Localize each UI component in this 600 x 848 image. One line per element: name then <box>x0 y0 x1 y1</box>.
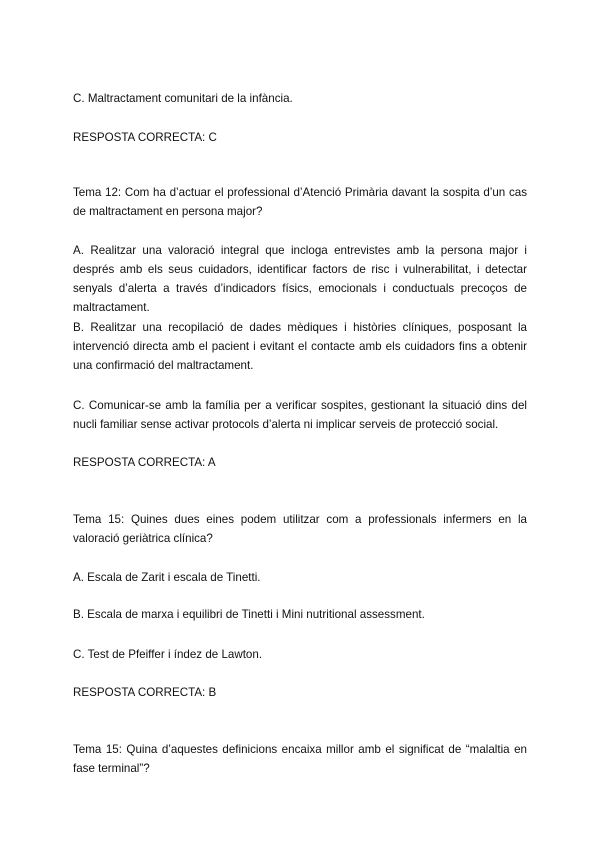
option-c-pfeiffer-lawton: C. Test de Pfeiffer i índez de Lawton. <box>73 648 263 661</box>
question-tema-15-malaltia-terminal: Tema 15: Quina d’aquestes definicions encaixa millor amb el significat de “malaltia en fase terminal”? <box>73 743 527 775</box>
question-tema-12: Tema 12: Com ha d’actuar el professional d’Atenció Primària davant la sospita d’un cas de maltractament en persona major? <box>73 186 527 218</box>
answer-key-c: RESPOSTA CORRECTA: C <box>73 131 217 144</box>
answer-key-b: RESPOSTA CORRECTA: B <box>73 686 217 699</box>
question-tema-15-eines: Tema 15: Quines dues eines podem utilitzar com a professionals infermers en la valoració geriàtrica clínica? <box>73 513 527 545</box>
answer-key-a: RESPOSTA CORRECTA: A <box>73 456 216 469</box>
option-a-zarit-tinetti: A. Escala de Zarit i escala de Tinetti. <box>73 571 261 584</box>
option-c-maltractament-comunitari: C. Maltractament comunitari de la infància. <box>73 92 293 105</box>
option-c-comunicar-familia: C. Comunicar-se amb la família per a verificar sospites, gestionant la situació dins del nucli familiar sense activar protocols d’alerta ni implicar serveis de protecció social. <box>73 399 527 431</box>
option-b-recopilacio-dades: B. Realitzar una recopilació de dades mèdiques i històries clíniques, posposant la intervenció directa amb el pacient i evitant el contacte amb els cuidadors fins a obtenir una confirmació del maltractament. <box>73 321 527 372</box>
option-b-tinetti-mna: B. Escala de marxa i equilibri de Tinetti i Mini nutritional assessment. <box>73 608 425 621</box>
option-a-valoracio-integral: A. Realitzar una valoració integral que incloga entrevistes amb la persona major i després amb els seus cuidadors, identificar factors de risc i vulnerabilitat, i detectar senyals d’alerta a través d’indicadors físics, emocionals i conductuals precoços de maltractament. <box>73 244 527 314</box>
